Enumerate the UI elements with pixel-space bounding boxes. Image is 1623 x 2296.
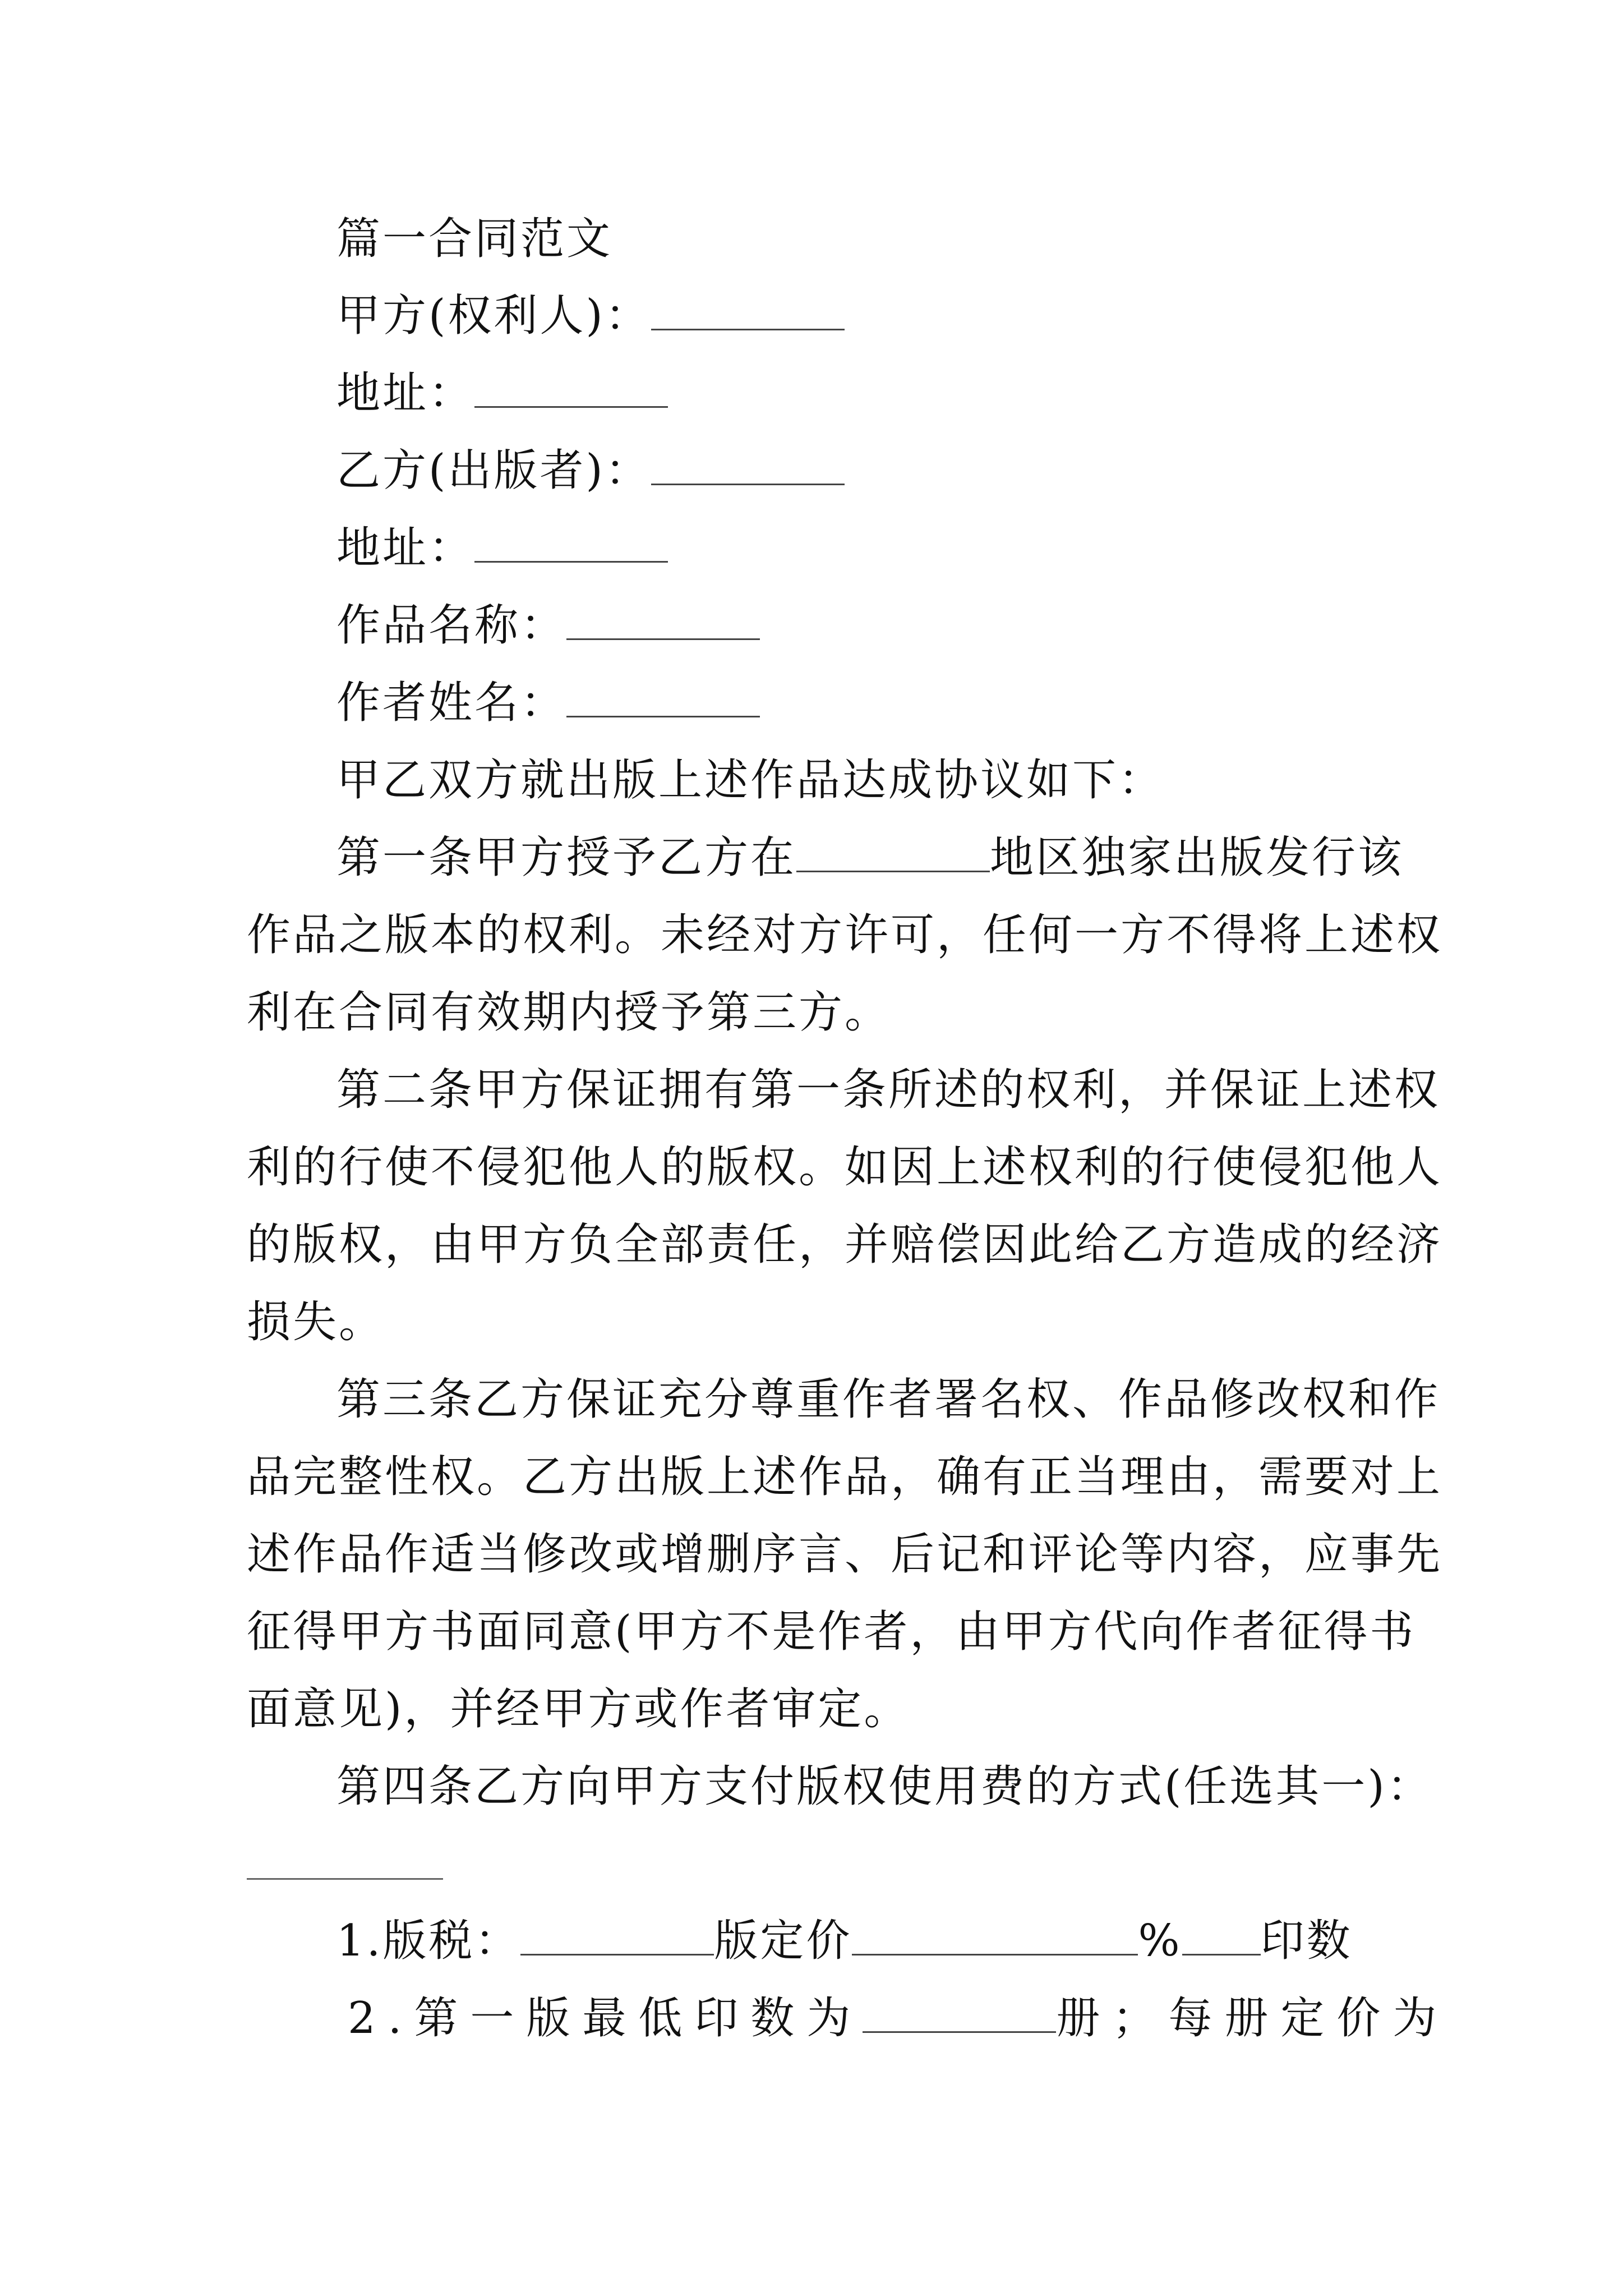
art3-line3-text: 述作品作适当修改或增删序言、后记和评论等内容，应事先 <box>247 1529 1443 1580</box>
party-a-blank <box>651 289 845 330</box>
item1-copies-label: 印数 <box>1260 1916 1353 1966</box>
address-line-1 <box>336 366 668 420</box>
art2-line4 <box>247 1295 385 1349</box>
item1-price-label: 版定价 <box>714 1916 852 1966</box>
art1-line1 <box>336 831 1404 885</box>
item2-price-label: 册；每册定价为 <box>1056 1993 1449 2044</box>
party-a-label: 甲方(权利人)： <box>336 291 651 341</box>
art1-region-blank <box>796 831 990 872</box>
item1-copies-blank <box>1182 1915 1261 1955</box>
art3-line1-text: 第三条乙方保证充分尊重作者署名权、作品修改权和作 <box>336 1374 1441 1425</box>
author-name-label: 作者姓名： <box>336 678 567 728</box>
art2-line2-text: 利的行使不侵犯他人的版权。如因上述权利的行使侵犯他人 <box>247 1142 1443 1193</box>
art4-line1 <box>336 1760 1433 1814</box>
doc-title <box>336 212 612 266</box>
art2-line1 <box>336 1063 1440 1117</box>
item1-royalty-blank <box>520 1915 714 1955</box>
party-a-line <box>336 289 845 343</box>
art3-line4-text: 征得甲方书面同意(甲方不是作者，由甲方代向作者征得书 <box>247 1607 1416 1657</box>
address-blank-1 <box>474 367 668 408</box>
art2-line1-text: 第二条甲方保证拥有第一条所述的权利，并保证上述权 <box>336 1065 1441 1115</box>
intro-text: 甲乙双方就出版上述作品达成协议如下： <box>336 755 1165 806</box>
art3-line3 <box>247 1527 1443 1581</box>
address-label-2: 地址： <box>336 523 475 573</box>
art1-line2-text: 作品之版本的权利。未经对方许可，任何一方不得将上述权 <box>247 910 1443 960</box>
title-text: 篇一合同范文 <box>336 214 613 264</box>
art2-line4-text: 损失。 <box>247 1297 385 1347</box>
work-name-blank <box>566 599 760 640</box>
footnote-divider <box>247 1878 443 1880</box>
address-blank-2 <box>474 522 668 563</box>
item2-label: 2.第一版最低印数为 <box>348 1993 863 2044</box>
art3-line2-text: 品完整性权。乙方出版上述作品，确有正当理由，需要对上 <box>247 1452 1443 1502</box>
address-line-2 <box>336 521 668 575</box>
art4-line1-text: 第四条乙方向甲方支付版权使用费的方式(任选其一)： <box>336 1761 1433 1812</box>
art2-line3 <box>247 1218 1443 1272</box>
art3-line2 <box>247 1450 1443 1504</box>
art3-line5-text: 面意见)，并经甲方或作者审定。 <box>247 1684 910 1734</box>
party-b-blank <box>651 444 845 485</box>
art1-line2 <box>247 908 1443 962</box>
address-label-1: 地址： <box>336 368 475 418</box>
item2-line <box>348 1991 1449 2045</box>
party-b-line <box>336 444 845 498</box>
art2-line3-text: 的版权，由甲方负全部责任，并赔偿因此给乙方造成的经济 <box>247 1220 1443 1270</box>
art3-line5 <box>247 1682 910 1736</box>
intro-line <box>336 753 1164 807</box>
item1-price-blank <box>852 1915 1138 1955</box>
art1-line3-text: 利在合同有效期内授予第三方。 <box>247 987 891 1038</box>
party-b-label: 乙方(出版者)： <box>336 445 651 496</box>
author-name-blank <box>566 677 760 717</box>
art1-line1-a: 第一条甲方授予乙方在 <box>336 832 797 883</box>
art3-line4 <box>247 1605 1416 1659</box>
author-name-line <box>336 676 760 730</box>
art2-line2 <box>247 1140 1443 1194</box>
item2-min-blank <box>863 1992 1056 2033</box>
item1-line <box>336 1914 1353 1968</box>
work-name-label: 作品名称： <box>336 600 567 651</box>
art3-line1 <box>336 1373 1440 1427</box>
item1-percent: % <box>1138 1916 1182 1966</box>
item1-label: 1.版税： <box>336 1916 521 1966</box>
art1-line3 <box>247 986 891 1039</box>
work-name-line <box>336 599 760 652</box>
art1-line1-b: 地区独家出版发行该 <box>990 832 1404 883</box>
